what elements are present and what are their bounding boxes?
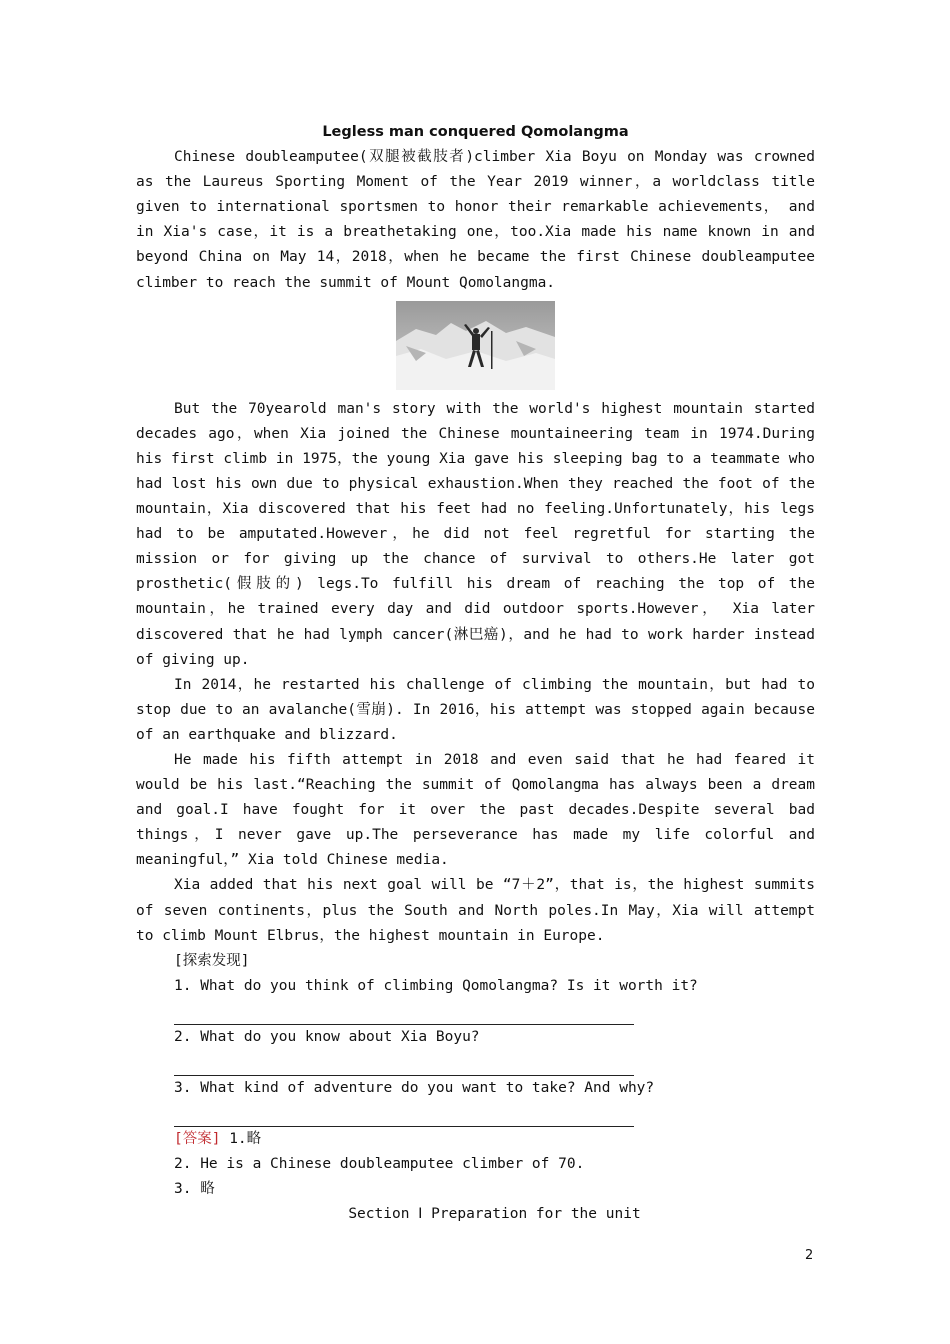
answer-blank-2[interactable] bbox=[174, 1050, 634, 1076]
answer-label: [答案] bbox=[174, 1131, 221, 1148]
answer-blank-1[interactable] bbox=[174, 999, 634, 1025]
paragraph-3: In 2014，he restarted his challenge of climbing the mountain，but had to stop due to an avalanche(雪崩). In 2016，his attempt was stopped again because of an earthquake and blizzard. bbox=[136, 676, 815, 743]
answer-blank-3[interactable] bbox=[174, 1101, 634, 1127]
paragraph-5: Xia added that his next goal will be “7＋2”，that is，the highest summits of seven continents，plus the South and North poles.In May，Xia will attempt to climb Mount Elbrus，the highest mountain in Europe. bbox=[136, 877, 815, 944]
document-body bbox=[136, 120, 815, 1227]
answer-1: 1.略 bbox=[229, 1131, 262, 1148]
question-2: 2. What do you know about Xia Boyu? bbox=[174, 1028, 480, 1045]
article-title: Legless man conquered Qomolangma bbox=[322, 124, 629, 140]
page-number: 2 bbox=[805, 1248, 814, 1263]
paragraph-1: Chinese doubleamputee(双腿被截肢者)climber Xia Boyu on Monday was crowned as the Laureus Sporting Moment of the Year 2019 winner，a worldclass title given to international sportsmen to honor their remarkable achievements， and in Xia's case，it is a breathetaking one，too.Xia made his name known in and beyond China on May 14，2018，when he became the first Chinese doubleamputee climber to reach the summit of Mount Qomolangma. bbox=[136, 149, 815, 291]
question-1: 1. What do you think of climbing Qomolangma? Is it worth it? bbox=[174, 977, 698, 994]
paragraph-4: He made his fifth attempt in 2018 and even said that he had feared it would be his last.“Reaching the summit of Qomolangma has always been a dream and goal.I have fought for it over the past decades.Despite several bad things，I never gave up.The perseverance has made my life colorful and meaningful，” Xia told Chinese media. bbox=[136, 751, 815, 869]
explore-heading: [探索发现] bbox=[174, 952, 250, 969]
paragraph-2: But the 70yearold man's story with the world's highest mountain started decades ago，when Xia joined the Chinese mountaineering team in 1974.During his first climb in 1975，the young Xia gave his sleeping bag to a teammate who had lost his own due to physical exhaustion.When they reached the foot of the mountain，Xia discovered that his feet had no feeling.Unfortunately，his legs had to be amputated.However，he did not feel regretful for starting the mission or for giving up the chance of survival to others.He later got prosthetic(假肢的) legs.To fulfill his dream of reaching the top of the mountain，he trained every day and did outdoor sports.However， Xia later discovered that he had lymph cancer(淋巴癌)，and he had to work harder instead of giving up. bbox=[136, 400, 815, 668]
answer-2: 2. He is a Chinese doubleamputee climber of 70. bbox=[174, 1156, 585, 1173]
question-3: 3. What kind of adventure do you want to take? And why? bbox=[174, 1080, 655, 1096]
section-heading: Section Ⅰ Preparation for the unit bbox=[348, 1206, 641, 1223]
answer-row-1 bbox=[136, 1127, 815, 1152]
climber-photo bbox=[396, 301, 555, 390]
answer-3: 3. 略 bbox=[174, 1181, 215, 1198]
